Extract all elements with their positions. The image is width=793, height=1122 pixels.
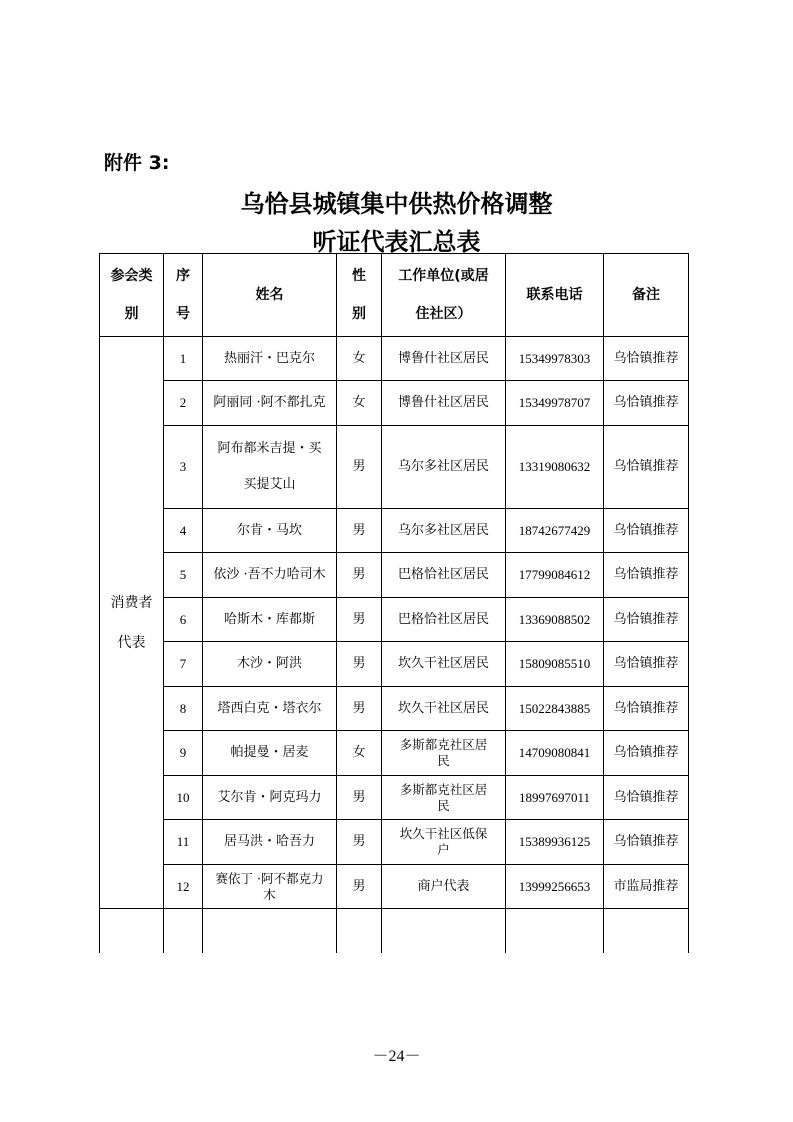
phone-cell: 18997697011 [506, 776, 604, 820]
unit-cell: 巴格恰社区居民 [382, 598, 506, 642]
seq-cell: 8 [164, 687, 203, 731]
empty-cell [164, 909, 203, 953]
note-cell: 市监局推荐 [604, 865, 689, 909]
seq-cell: 11 [164, 820, 203, 865]
phone-cell: 17799084612 [506, 553, 604, 598]
category-cell: 消费者 代表 [100, 337, 164, 909]
seq-cell: 6 [164, 598, 203, 642]
table-row [100, 598, 689, 642]
table-header-row [100, 254, 689, 337]
attachment-label: 附件 3: [104, 152, 170, 174]
unit-cell: 博鲁什社区居民 [382, 337, 506, 381]
note-cell: 乌恰镇推荐 [604, 731, 689, 776]
phone-cell: 13369088502 [506, 598, 604, 642]
gender-cell: 男 [337, 642, 382, 687]
unit-cell: 商户代表 [382, 865, 506, 909]
phone-cell: 14709080841 [506, 731, 604, 776]
table-row [100, 820, 689, 865]
table-row [100, 509, 689, 553]
name-cell: 尔肯・马坎 [203, 509, 337, 553]
table-row [100, 337, 689, 381]
phone-cell: 15349978303 [506, 337, 604, 381]
phone-cell: 15809085510 [506, 642, 604, 687]
empty-cell [604, 909, 689, 953]
gender-cell: 男 [337, 553, 382, 598]
note-cell: 乌恰镇推荐 [604, 776, 689, 820]
name-cell: 热丽汗・巴克尔 [203, 337, 337, 381]
header-category: 参会类 别 [100, 254, 164, 337]
unit-cell: 巴格恰社区居民 [382, 553, 506, 598]
gender-cell: 男 [337, 820, 382, 865]
header-seq: 序 号 [164, 254, 203, 337]
table-row [100, 731, 689, 776]
seq-cell: 7 [164, 642, 203, 687]
note-cell: 乌恰镇推荐 [604, 687, 689, 731]
gender-cell: 女 [337, 381, 382, 426]
table-row [100, 687, 689, 731]
seq-cell: 9 [164, 731, 203, 776]
unit-cell: 多斯都克社区居 民 [382, 731, 506, 776]
empty-cell [100, 909, 164, 953]
note-cell: 乌恰镇推荐 [604, 381, 689, 426]
gender-cell: 女 [337, 337, 382, 381]
seq-cell: 2 [164, 381, 203, 426]
name-cell: 木沙・阿洪 [203, 642, 337, 687]
header-gender: 性 别 [337, 254, 382, 337]
phone-cell: 15349978707 [506, 381, 604, 426]
seq-cell: 4 [164, 509, 203, 553]
gender-cell: 男 [337, 598, 382, 642]
phone-cell: 15022843885 [506, 687, 604, 731]
header-work-unit: 工作单位(或居 住社区） [382, 254, 506, 337]
name-cell: 阿丽同 ·阿不都扎克 [203, 381, 337, 426]
page-title-line2: 听证代表汇总表 [312, 228, 481, 256]
name-cell: 依沙 ·吾不力哈司木 [203, 553, 337, 598]
header-note: 备注 [604, 254, 689, 337]
phone-cell: 13999256653 [506, 865, 604, 909]
seq-cell: 3 [164, 426, 203, 509]
phone-cell: 13319080632 [506, 426, 604, 509]
seq-cell: 12 [164, 865, 203, 909]
table-row [100, 642, 689, 687]
unit-cell: 博鲁什社区居民 [382, 381, 506, 426]
seq-cell: 5 [164, 553, 203, 598]
gender-cell: 男 [337, 776, 382, 820]
phone-cell: 18742677429 [506, 509, 604, 553]
name-cell: 艾尔肯・阿克玛力 [203, 776, 337, 820]
gender-cell: 女 [337, 731, 382, 776]
page-number: －24－ [372, 1048, 421, 1065]
name-cell: 居马洪・哈吾力 [203, 820, 337, 865]
page-title-line1: 乌恰县城镇集中供热价格调整 [240, 190, 553, 218]
unit-cell: 坎久干社区居民 [382, 687, 506, 731]
gender-cell: 男 [337, 865, 382, 909]
table-row [100, 426, 689, 509]
name-cell: 帕提曼・居麦 [203, 731, 337, 776]
empty-cell [203, 909, 337, 953]
table-row [100, 865, 689, 909]
phone-cell: 15389936125 [506, 820, 604, 865]
unit-cell: 乌尔多社区居民 [382, 509, 506, 553]
gender-cell: 男 [337, 687, 382, 731]
seq-cell: 1 [164, 337, 203, 381]
unit-cell: 乌尔多社区居民 [382, 426, 506, 509]
unit-cell: 坎久干社区居民 [382, 642, 506, 687]
name-cell: 哈斯木・库都斯 [203, 598, 337, 642]
header-name: 姓名 [203, 254, 337, 337]
note-cell: 乌恰镇推荐 [604, 509, 689, 553]
gender-cell: 男 [337, 509, 382, 553]
seq-cell: 10 [164, 776, 203, 820]
note-cell: 乌恰镇推荐 [604, 426, 689, 509]
representatives-table [99, 253, 689, 953]
unit-cell: 坎久干社区低保 户 [382, 820, 506, 865]
name-cell: 阿布都米吉提・买 买提艾山 [203, 426, 337, 509]
empty-cell [506, 909, 604, 953]
unit-cell: 多斯都克社区居 民 [382, 776, 506, 820]
name-cell: 赛依丁 ·阿不都克力 木 [203, 865, 337, 909]
note-cell: 乌恰镇推荐 [604, 642, 689, 687]
table-row [100, 381, 689, 426]
empty-cell [337, 909, 382, 953]
table-row [100, 776, 689, 820]
note-cell: 乌恰镇推荐 [604, 337, 689, 381]
note-cell: 乌恰镇推荐 [604, 820, 689, 865]
header-phone: 联系电话 [506, 254, 604, 337]
empty-table-row [100, 909, 689, 953]
table-row [100, 553, 689, 598]
note-cell: 乌恰镇推荐 [604, 553, 689, 598]
name-cell: 塔西白克・塔衣尔 [203, 687, 337, 731]
empty-cell [382, 909, 506, 953]
gender-cell: 男 [337, 426, 382, 509]
note-cell: 乌恰镇推荐 [604, 598, 689, 642]
